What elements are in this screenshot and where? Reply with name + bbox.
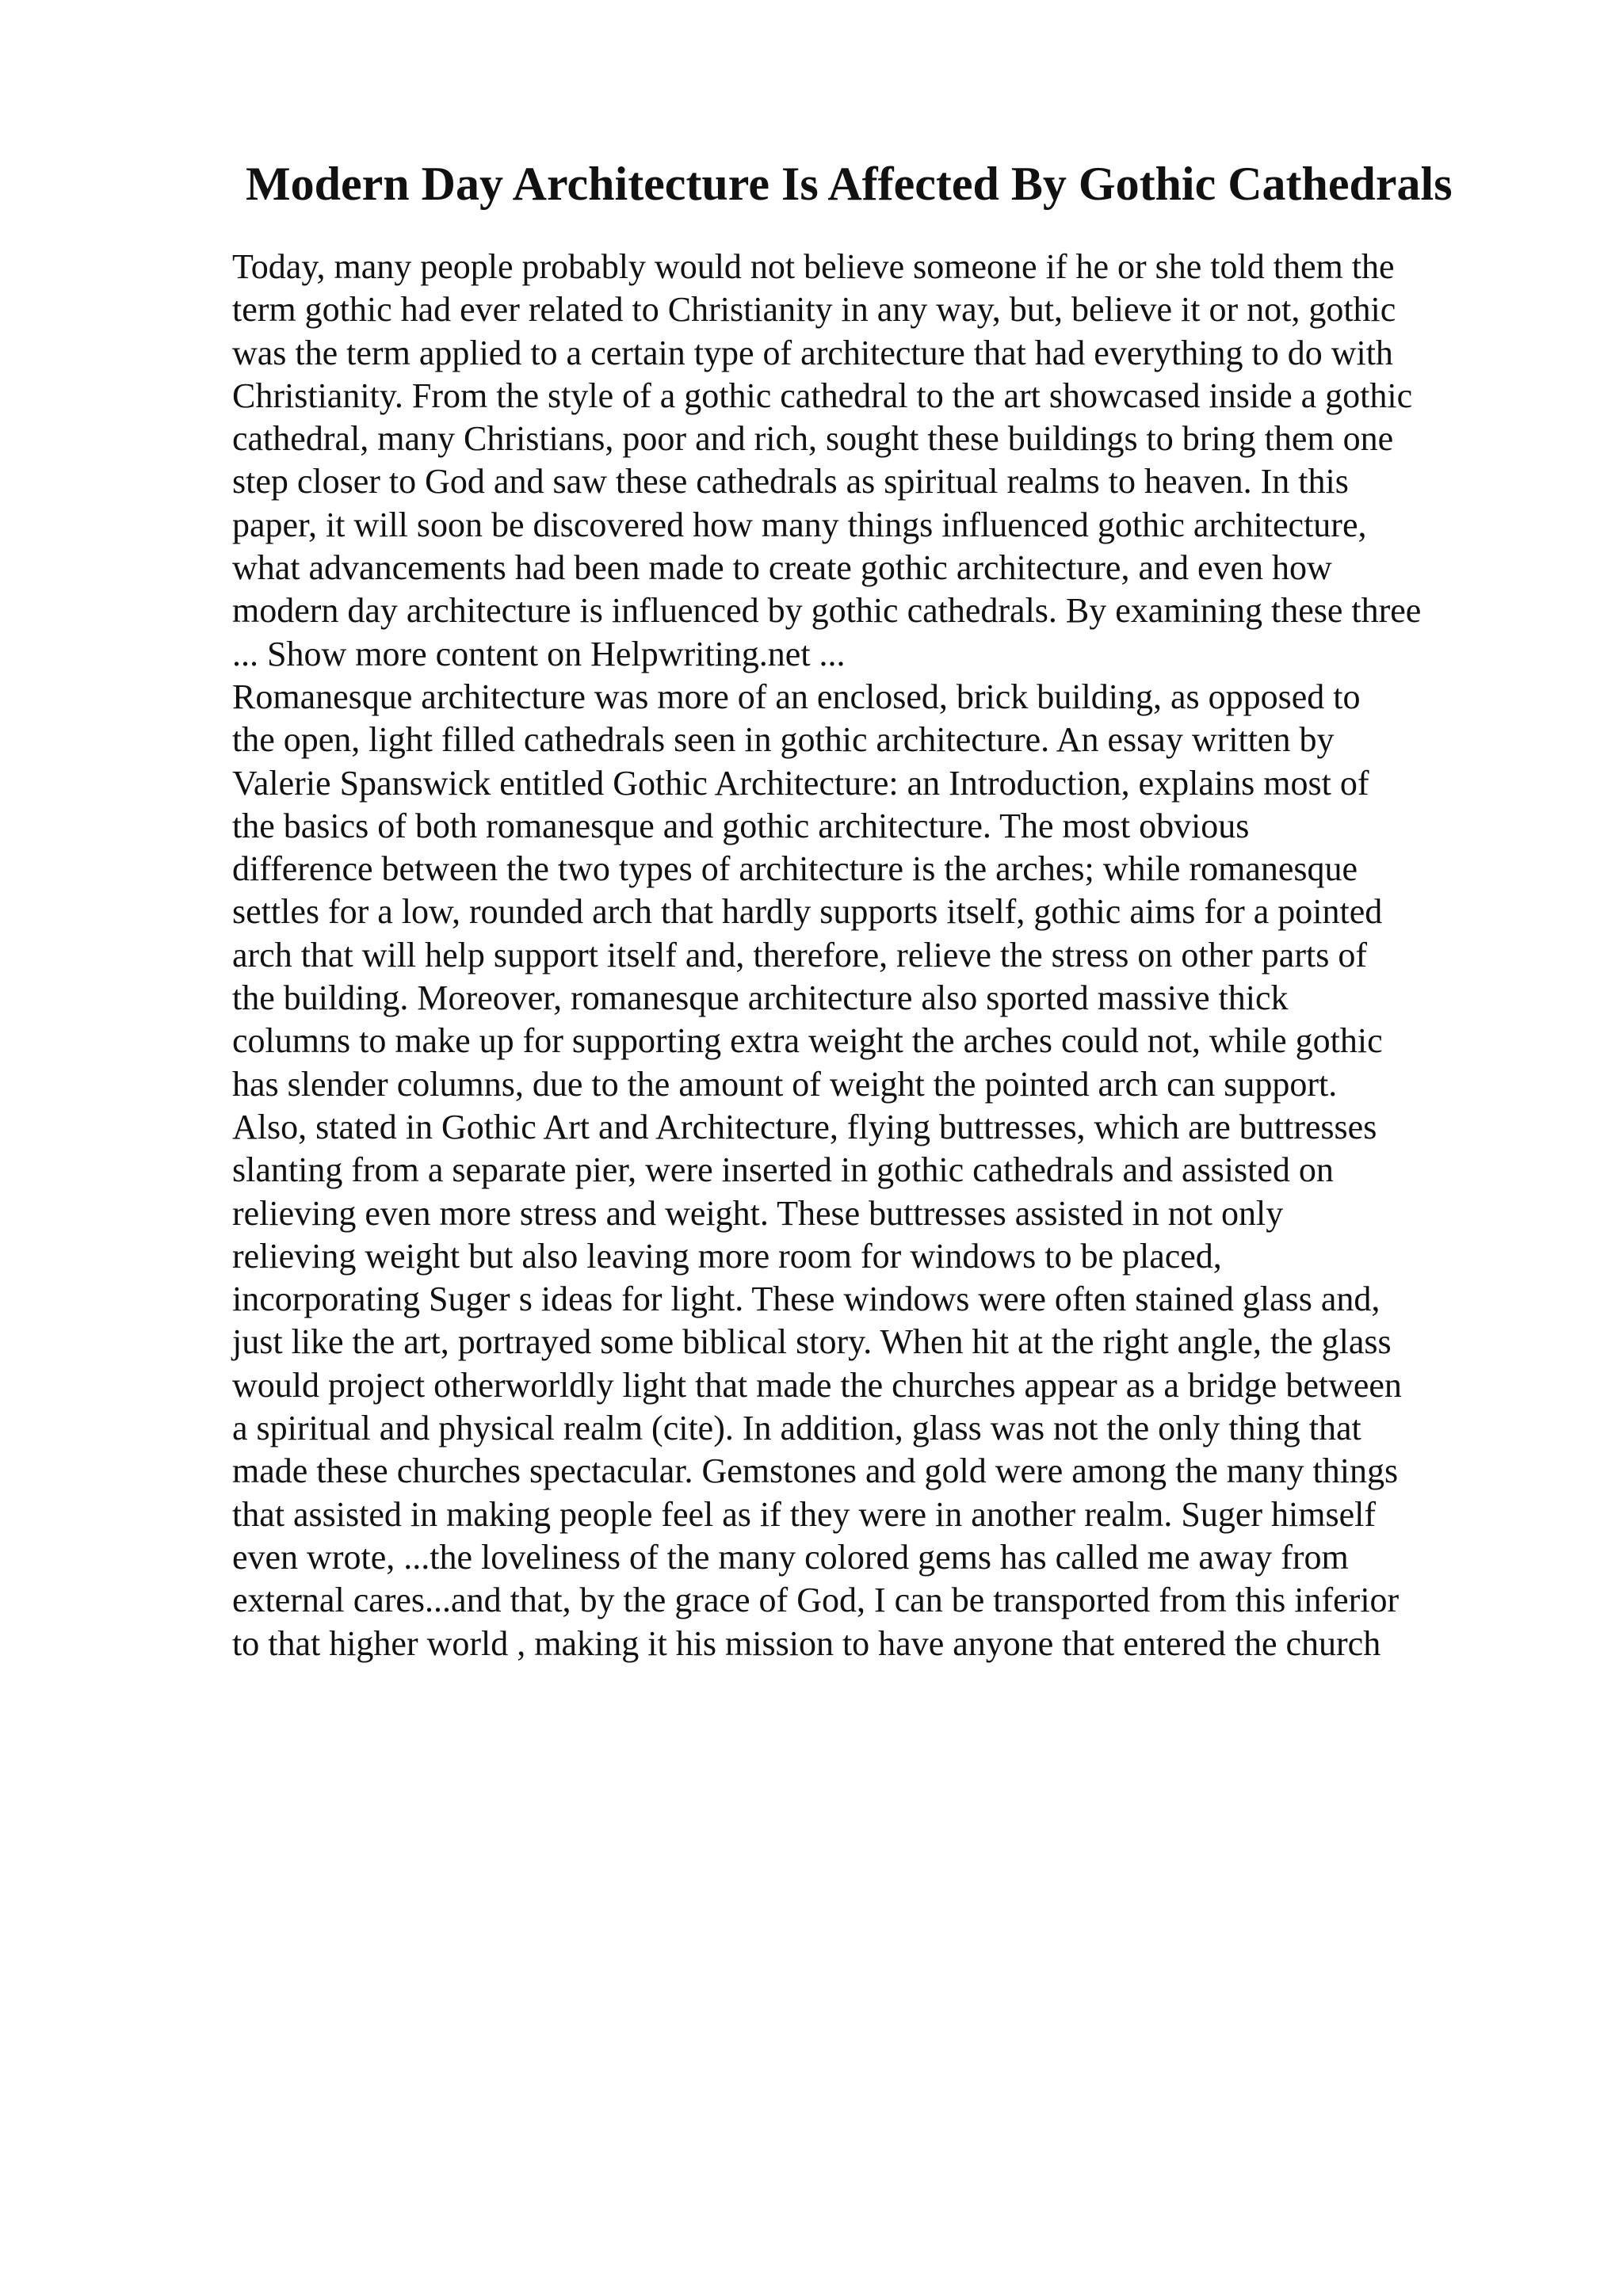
body-line: difference between the two types of architecture is the arches; while romanesque [232,849,1358,889]
body-line: just like the art, portrayed some biblical story. When hit at the right angle, the glass [232,1322,1392,1362]
body-line: slanting from a separate pier, were inserted in gothic cathedrals and assisted on [232,1150,1334,1190]
body-line: would project otherworldly light that made the churches appear as a bridge between [232,1365,1402,1405]
body-line: made these churches spectacular. Gemstones and gold were among the many things [232,1451,1399,1491]
body-line: columns to make up for supporting extra weight the arches could not, while gothic [232,1021,1383,1061]
body-line: a spiritual and physical realm (cite). In addition, glass was not the only thing that [232,1409,1361,1448]
body-line: external cares...and that, by the grace of God, I can be transported from this inferior [232,1581,1400,1620]
body-line: Christianity. From the style of a gothic cathedral to the art showcased inside a gothic [232,376,1413,415]
document-body [232,246,1548,1665]
body-line: Today, many people probably would not believe someone if he or she told them the [232,247,1395,286]
body-line: relieving weight but also leaving more room for windows to be placed, [232,1236,1222,1276]
body-line: what advancements had been made to create gothic architecture, and even how [232,548,1332,588]
body-line: arch that will help support itself and, therefore, relieve the stress on other parts of [232,935,1367,974]
body-line: to that higher world , making it his mission to have anyone that entered the church [232,1623,1381,1663]
body-line: the open, light filled cathedrals seen in gothic architecture. An essay written by [232,720,1335,760]
body-line: relieving even more stress and weight. These buttresses assisted in not only [232,1193,1284,1233]
body-line: paper, it will soon be discovered how many things influenced gothic architecture, [232,505,1367,544]
body-line: incorporating Suger s ideas for light. These windows were often stained glass and, [232,1280,1381,1319]
body-line: modern day architecture is influenced by gothic cathedrals. By examining these three [232,591,1422,631]
body-line: even wrote, ...the loveliness of the many colored gems has called me away from [232,1537,1349,1577]
body-line: step closer to God and saw these cathedrals as spiritual realms to heaven. In this [232,462,1349,502]
body-line: term gothic had ever related to Christianity in any way, but, believe it or not, gothic [232,290,1396,330]
body-line: that assisted in making people feel as if they were in another realm. Suger himself [232,1494,1376,1534]
body-line: settles for a low, rounded arch that hardly supports itself, gothic aims for a pointed [232,892,1383,932]
body-line: the basics of both romanesque and gothic architecture. The most obvious [232,806,1250,845]
show-more-line: ... Show more content on Helpwriting.net ... [232,634,846,673]
body-line: cathedral, many Christians, poor and rich, sought these buildings to bring them one [232,419,1394,459]
document-title: Modern Day Architecture Is Affected By Gothic Cathedrals [246,158,1453,210]
body-line: Also, stated in Gothic Art and Architecture, flying buttresses, which are buttresses [232,1107,1377,1146]
body-line: has slender columns, due to the amount of weight the pointed arch can support. [232,1064,1338,1104]
body-line: was the term applied to a certain type of architecture that had everything to do with [232,333,1393,372]
body-line: Valerie Spanswick entitled Gothic Architecture: an Introduction, explains most of [232,763,1369,803]
body-line: the building. Moreover, romanesque architecture also sported massive thick [232,978,1289,1018]
body-line: Romanesque architecture was more of an enclosed, brick building, as opposed to [232,677,1361,716]
